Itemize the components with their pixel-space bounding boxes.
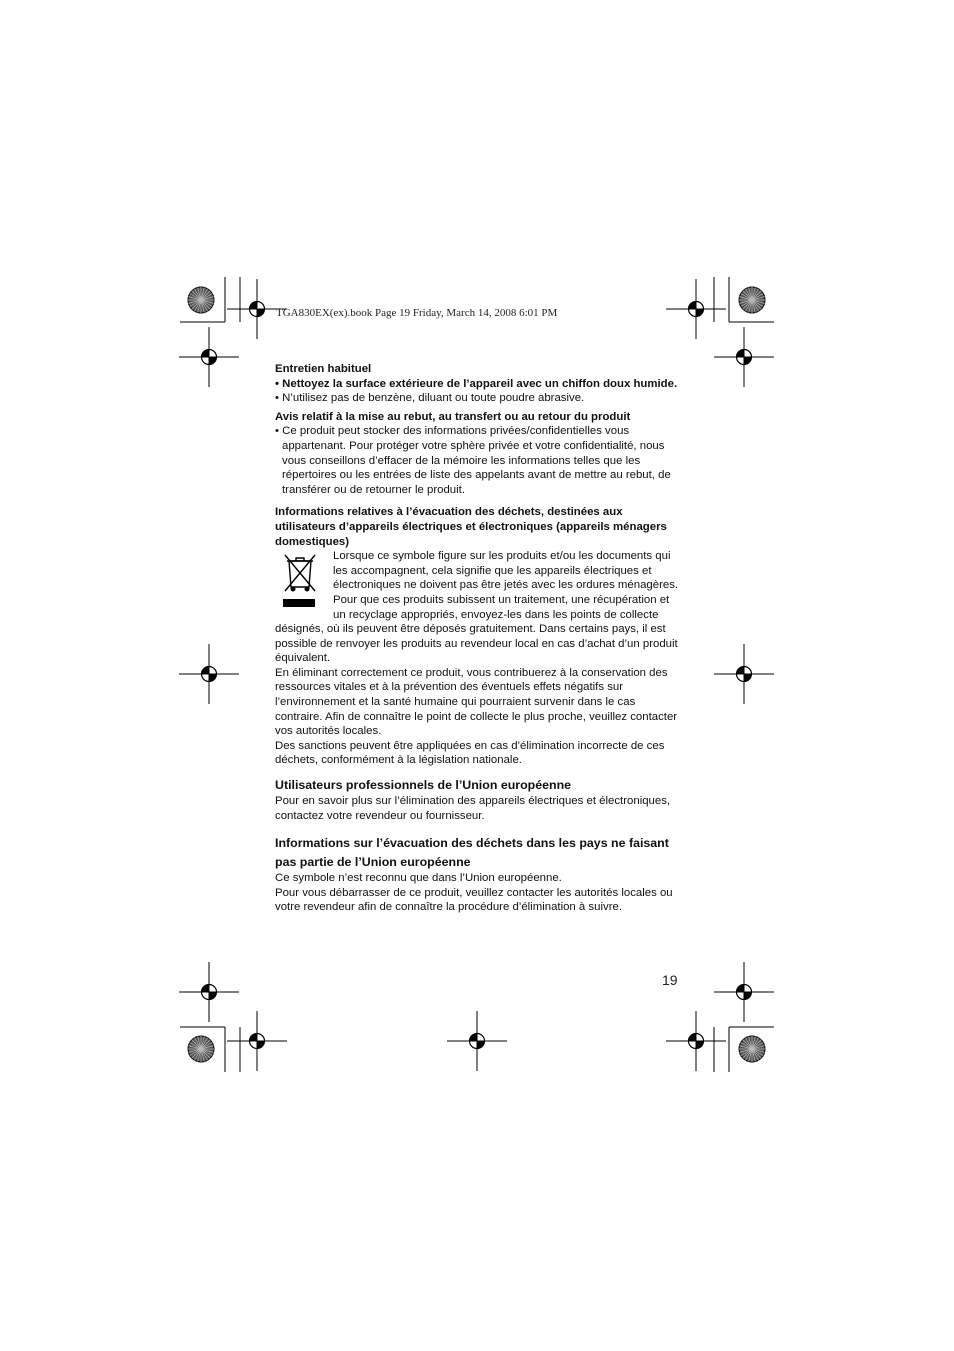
notice-bullet-1: • Ce produit peut stocker des informations privées/confidentielles vous appartenant. Pour protéger votre sphère privée et votre confidentialité, nous vous conseillons d’effacer de la mémoire les informations telles que les répertoires ou les entrées de liste des appelants avant de mettre au rebut, de transférer ou de retourner le produit. [275,425,671,496]
weee-title: Informations relatives à l’évacuation des déchets, destinées aux utilisateurs d’appareils électriques et électroniques (appareils ménagers domestiques) [275,506,667,548]
non-eu-paragraph-1: Ce symbole n’est reconnu que dans l’Union européenne. [275,872,562,885]
pro-users-paragraph: Pour en savoir plus sur l’élimination des appareils électriques et électroniques, contactez votre revendeur ou fournisseur. [275,795,671,822]
weee-paragraph-2: En éliminant correctement ce produit, vous contribuerez à la conservation des ressources vitales et à la prévention des éventuels effets négatifs sur l’environnement et la santé humaine qui pourraient survenir dans le cas contraire. Afin de connaître le point de collecte le plus proche, veuillez contacter vos autorités locales. [275,666,678,738]
crossed-out-wheeled-bin-icon [275,549,327,609]
care-bullet-1: • Nettoyez la surface extérieure de l’appareil avec un chiffon doux humide. [275,377,678,390]
page-number: 19 [662,972,678,988]
non-eu-title: Informations sur l’évacuation des déchets dans les pays ne faisant pas partie de l’Union européenne [275,836,669,869]
care-bullet-2: • N’utilisez pas de benzène, diluant ou toute poudre abrasive. [275,392,585,405]
weee-paragraph-1: Lorsque ce symbole figure sur les produits et/ou les documents qui les accompagnent, cela signifie que les appareils électriques et électroniques ne doivent pas être jetés avec les ordures ménagères. Pour que ces produits subissent un traitement, une récupération et un recyclage appropriés, envoyez-les dans les points de collecte désignés, où ils peuvent être déposés gratuitement. Dans certains pays, il est possible de renvoyer les produits au revendeur local en cas d’achat d’un produit équivalent. [275,550,679,665]
non-eu-paragraph-2: Pour vous débarrasser de ce produit, veuillez contacter les autorités locales ou votre revendeur afin de connaître la procédure d’élimination à suivre. [275,886,673,914]
weee-block [275,549,681,666]
book-header: TGA830EX(ex).book Page 19 Friday, March 14, 2008 6:01 PM [276,307,558,319]
pro-users-title: Utilisateurs professionnels de l’Union européenne [275,778,572,793]
notice-title: Avis relatif à la mise au rebut, au transfert ou au retour du produit [275,410,631,423]
care-title: Entretien habituel [275,363,372,375]
page-content [275,362,681,915]
weee-paragraph-3: Des sanctions peuvent être appliquées en cas d’élimination incorrecte de ces déchets, conformément à la législation nationale. [275,739,665,767]
